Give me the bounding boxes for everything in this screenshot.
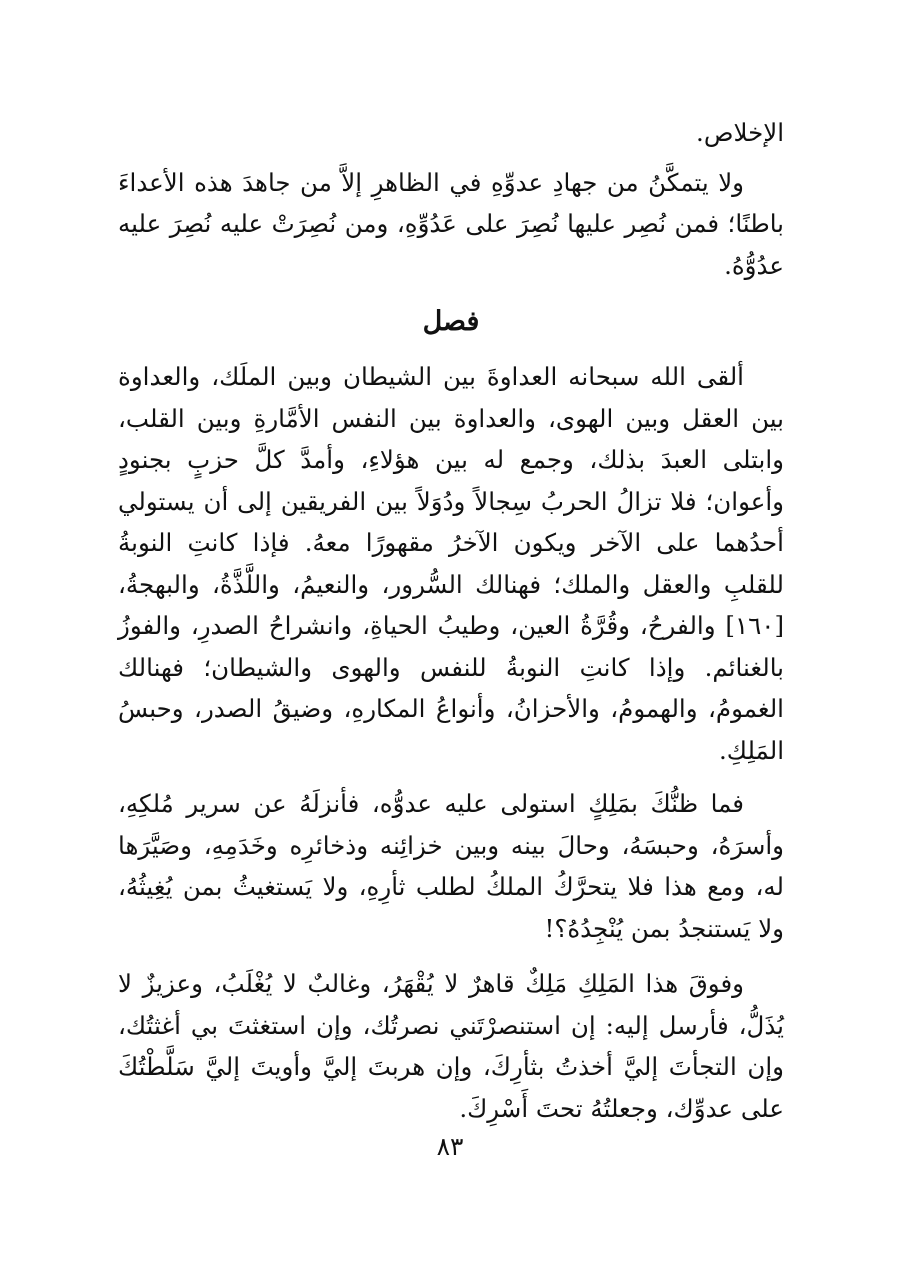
paragraph-sovereign: وفوقَ هذا المَلِكِ مَلِكٌ قاهرٌ لا يُقْهَرُ، وغالبٌ لا يُغْلَبُ، وعزيزٌ لا يُذَلُّ، فأرسل إليه: إن استنصرْتَني نصرتُك، وإن استغثتَ بي أغثتُك، وإن التجأتَ إليَّ أخذتُ بثأرِكَ، وإن هربتَ إليَّ وأويتَ إليَّ سَلَّطْتُكَ على عدوِّك، وجعلتُهُ تحتَ أَسْرِكَ. — [118, 969, 784, 1123]
book-page-text — [118, 112, 784, 1129]
section-heading: فصل — [422, 306, 480, 337]
paragraph-king: فما ظنُّكَ بمَلِكٍ استولى عليه عدوُّه، فأنزلَهُ عن سرير مُلكِهِ، وأسرَهُ، وحبسَهُ، وحالَ بينه وبين خزائِنه وذخائرِه وخَدَمِهِ، وصَيَّرَها له، ومع هذا فلا يتحرَّكُ الملكُ لطلب ثأرِهِ، ولا يَستغيثُ بمن يُغِيثُهُ، ولا يَستنجدُ بمن يُنْجِدُهُ؟! — [118, 789, 784, 943]
paragraph-jihad: ولا يتمكَّنُ من جهادِ عدوِّهِ في الظاهرِ إلاَّ من جاهدَ هذه الأعداءَ باطنًا؛ فمن نُصِر عليها نُصِرَ على عَدُوِّهِ، ومن نُصِرَتْ عليه نُصِرَ عليه عدُوُّهُ. — [118, 167, 784, 280]
paragraph-enmity: ألقى الله سبحانه العداوةَ بين الشيطان وبين الملَك، والعداوة بين العقل وبين الهوى، والعداوة بين النفس الأمَّارةِ وبين القلب، وابتلى العبدَ بذلك، وجمع له بين هؤلاءِ، وأمدَّ كلَّ حزبٍ بجنودٍ وأعوان؛ فلا تزالُ الحربُ سِجالاً ودُوَلاً بين الفريقين إلى أن يستولي أحدُهما على الآخر ويكون الآخرُ مقهورًا معهُ. فإذا كانتِ النوبةُ للقلبِ والعقل والملك؛ فهنالك السُّرور، والنعيمُ، واللَّذَّةُ، والبهجةُ، [١٦٠] والفرحُ، وقُرَّةُ العين، وطيبُ الحياةِ، وانشراحُ الصدرِ، والفوزُ بالغنائم. وإذا كانتِ النوبةُ للنفس والهوى والشيطان؛ فهنالك الغمومُ، والهمومُ، والأحزانُ، وأنواعُ المكارهِ، وضيقُ الصدر، وحبسُ المَلِكِ. — [118, 362, 784, 765]
opening-line: الإخلاص. — [696, 118, 784, 147]
page-number: ٨٣ — [436, 1132, 464, 1161]
